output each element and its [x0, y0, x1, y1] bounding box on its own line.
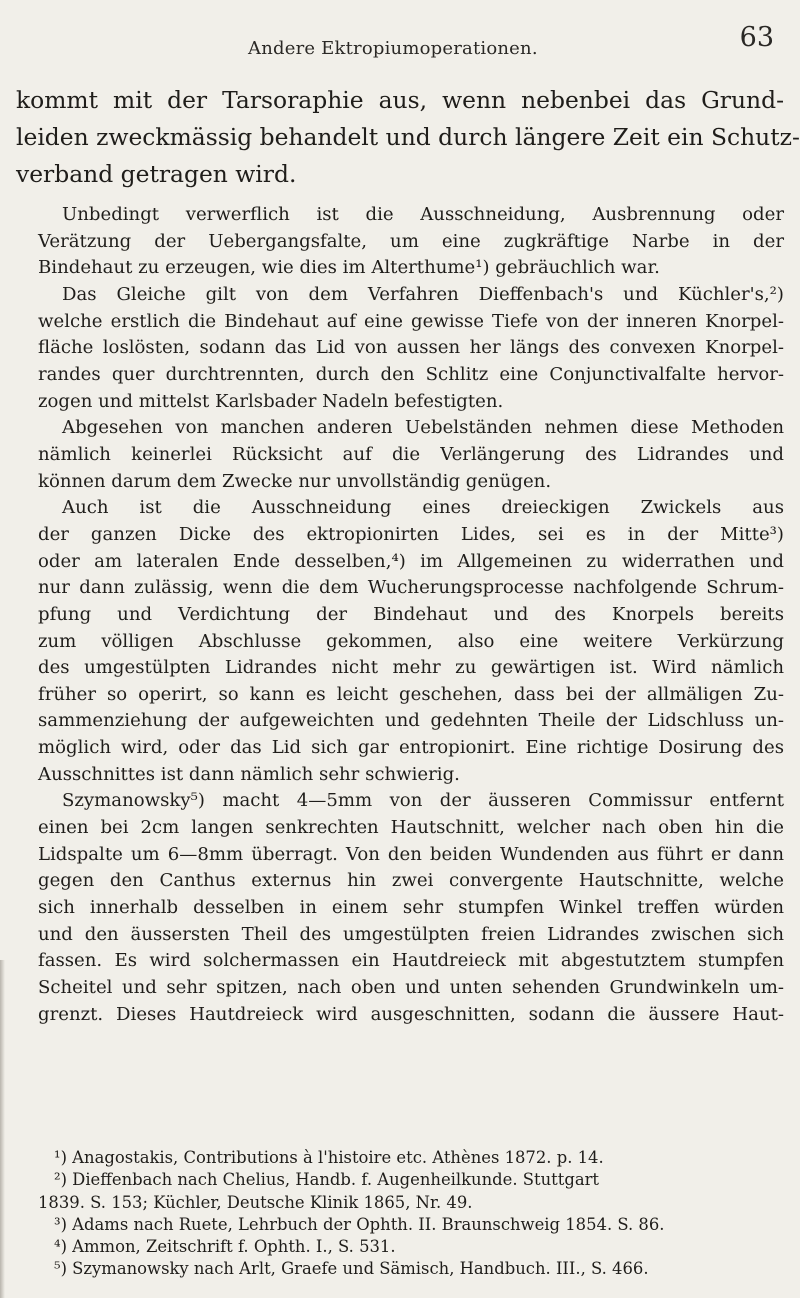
text-line: einen bei 2cm langen senkrechten Hautschnitt, welcher nach oben hin die — [38, 817, 784, 839]
text-line: fassen. Es wird solchermassen ein Hautdreieck mit abgestutztem stumpfen — [38, 950, 784, 972]
text-line: zum völligen Abschlusse gekommen, also eine weitere Verkürzung — [38, 630, 784, 652]
text-line: Lidspalte um 6—8mm überragt. Von den beiden Wundenden aus führt er dann — [38, 843, 784, 865]
text-line: nämlich keinerlei Rücksicht auf die Verlängerung des Lidrandes und — [38, 443, 784, 465]
text-line: Bindehaut zu erzeugen, wie dies im Alterthume¹) gebräuchlich war. — [38, 257, 660, 279]
running-title: Andere Ektropiumoperationen. — [248, 38, 538, 59]
text-line: Das Gleiche gilt von dem Verfahren Dieffenbach's und Küchler's,²) — [62, 283, 784, 305]
text-line: Auch ist die Ausschneidung eines dreieckigen Zwickels aus — [62, 497, 784, 519]
text-line: gegen den Canthus externus hin zwei convergente Hautschnitte, welche — [38, 870, 784, 892]
footnote-line: ⁵) Szymanowsky nach Arlt, Graefe und Sämisch, Handbuch. III., S. 466. — [54, 1259, 649, 1279]
text-line: sammenziehung der aufgeweichten und gedehnten Theile der Lidschluss un- — [38, 710, 784, 732]
text-line: Ausschnittes ist dann nämlich sehr schwierig. — [38, 763, 460, 785]
text-line: verband getragen wird. — [16, 160, 297, 188]
body-text — [38, 202, 784, 1028]
footnote-line: ²) Dieffenbach nach Chelius, Handb. f. Augenheilkunde. Stuttgart — [54, 1170, 600, 1190]
text-line: fläche loslösten, sodann das Lid von aussen her längs des convexen Knorpel- — [38, 337, 784, 359]
page-number: 63 — [739, 22, 774, 53]
text-line: können darum dem Zwecke nur unvollständig genügen. — [38, 470, 552, 492]
text-line: und den äussersten Theil des umgestülpten freien Lidrandes zwischen sich — [38, 923, 784, 945]
footnote-line: ³) Adams nach Ruete, Lehrbuch der Ophth. II. Braunschweig 1854. S. 86. — [54, 1214, 665, 1234]
text-line: früher so operirt, so kann es leicht geschehen, dass bei der allmäligen Zu- — [38, 683, 784, 705]
lead-paragraph — [16, 82, 800, 193]
footnote-line: ¹) Anagostakis, Contributions à l'histoire etc. Athènes 1872. p. 14. — [54, 1148, 604, 1167]
text-line: Unbedingt verwerflich ist die Ausschneidung, Ausbrennung oder — [62, 204, 784, 225]
text-line: welche erstlich die Bindehaut auf eine gewisse Tiefe von der inneren Knorpel- — [38, 310, 784, 332]
text-line: nur dann zulässig, wenn die dem Wucherungsprocesse nachfolgende Schrum- — [38, 577, 784, 599]
text-line: der ganzen Dicke des ektropionirten Lides, sei es in der Mitte³) — [38, 523, 784, 545]
text-line: oder am lateralen Ende desselben,⁴) im Allgemeinen zu widerrathen und — [38, 550, 784, 572]
text-line: Verätzung der Uebergangsfalte, um eine zugkräftige Narbe in der — [38, 230, 784, 252]
text-line: pfung und Verdichtung der Bindehaut und des Knorpels bereits — [38, 603, 784, 625]
text-line: randes quer durchtrennten, durch den Schlitz eine Conjunctivalfalte hervor- — [38, 363, 784, 385]
footnote-line: 1839. S. 153; Küchler, Deutsche Klinik 1865, Nr. 49. — [38, 1192, 473, 1212]
text-line: Abgesehen von manchen anderen Uebelständen nehmen diese Methoden — [62, 417, 784, 439]
footnote-line: ⁴) Ammon, Zeitschrift f. Ophth. I., S. 531. — [54, 1237, 396, 1257]
text-line: Szymanowsky⁵) macht 4—5mm von der äusseren Commissur entfernt — [62, 790, 784, 812]
text-line: möglich wird, oder das Lid sich gar entropionirt. Eine richtige Dosirung des — [38, 737, 784, 759]
text-line: leiden zweckmässig behandelt und durch längere Zeit ein Schutz- — [16, 123, 800, 151]
text-line: sich innerhalb desselben in einem sehr stumpfen Winkel treffen würden — [38, 897, 784, 919]
text-line: Scheitel und sehr spitzen, nach oben und unten sehenden Grundwinkeln um- — [38, 977, 784, 999]
text-line: des umgestülpten Lidrandes nicht mehr zu gewärtigen ist. Wird nämlich — [38, 657, 784, 679]
footnotes — [38, 1147, 784, 1281]
binding-shadow — [0, 960, 5, 1298]
text-line: zogen und mittelst Karlsbader Nadeln befestigten. — [38, 390, 504, 412]
text-line: kommt mit der Tarsoraphie aus, wenn nebenbei das Grund- — [16, 86, 784, 114]
text-line: grenzt. Dieses Hautdreieck wird ausgeschnitten, sodann die äussere Haut- — [38, 1003, 784, 1025]
